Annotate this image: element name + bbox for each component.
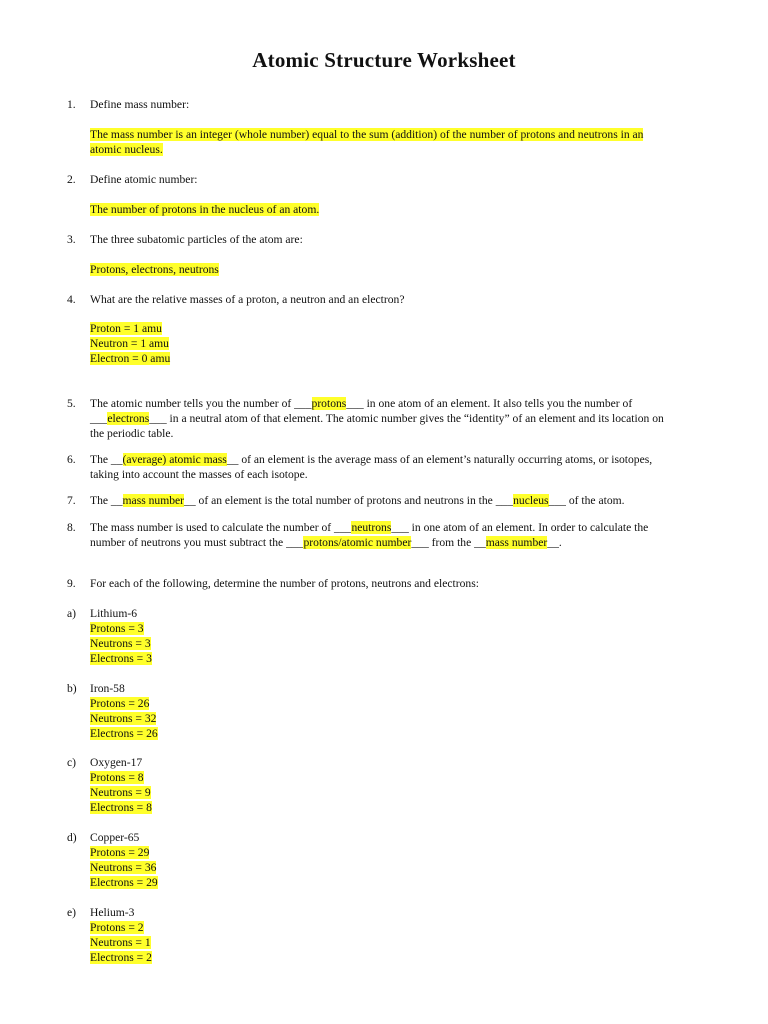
q9d-element: Copper-65 bbox=[90, 831, 140, 844]
q9c-neutrons: Neutrons = 9 bbox=[90, 786, 151, 799]
q4-number: 4. bbox=[67, 293, 76, 306]
q7-line: The __mass number__ of an element is the total number of protons and neutrons in the ___nucleus___ of the atom. bbox=[90, 494, 625, 507]
q1-answer-line1: The mass number is an integer (whole number) equal to the sum (addition) of the number of protons and neutrons in an bbox=[90, 128, 644, 141]
q9a-protons: Protons = 3 bbox=[90, 622, 144, 635]
q9d-protons: Protons = 29 bbox=[90, 846, 150, 859]
q4-electron-answer: Electron = 0 amu bbox=[90, 352, 171, 365]
q9c-electrons: Electrons = 8 bbox=[90, 801, 152, 814]
q9b-neutrons: Neutrons = 32 bbox=[90, 712, 157, 725]
q3-answer: Protons, electrons, neutrons bbox=[90, 263, 219, 276]
q6-line1: The __(average) atomic mass__ of an element is the average mass of an element’s naturally occurring atoms, or isotopes, bbox=[90, 453, 653, 466]
q1-answer-line2: atomic nucleus. bbox=[90, 143, 163, 156]
q9b-letter: b) bbox=[67, 682, 77, 695]
q6-line2: taking into account the masses of each isotope. bbox=[90, 468, 308, 481]
q9b-electrons: Electrons = 26 bbox=[90, 727, 158, 740]
q9b-protons: Protons = 26 bbox=[90, 697, 150, 710]
q9a-neutrons: Neutrons = 3 bbox=[90, 637, 151, 650]
q8-line1: The mass number is used to calculate the number of ___neutrons___ in one atom of an element. In order to calculate the bbox=[90, 521, 649, 534]
q3-question: The three subatomic particles of the atom are: bbox=[90, 233, 303, 246]
q5-fill-protons: protons bbox=[311, 397, 347, 410]
q7-fill-nucleus: nucleus bbox=[513, 494, 549, 507]
q9d-neutrons: Neutrons = 36 bbox=[90, 861, 157, 874]
q6-fill-atomic-mass: (average) atomic mass bbox=[122, 453, 227, 466]
q8-fill-protons-atomic-number: protons/atomic number bbox=[303, 536, 412, 549]
q5-line2: ___electrons___ in a neutral atom of that element. The atomic number gives the “identity” of an element and its location on bbox=[90, 412, 664, 425]
q9d-electrons: Electrons = 29 bbox=[90, 876, 158, 889]
q9e-electrons: Electrons = 2 bbox=[90, 951, 152, 964]
q5-line3: the periodic table. bbox=[90, 427, 174, 440]
q4-question: What are the relative masses of a proton, a neutron and an electron? bbox=[90, 293, 405, 306]
q2-number: 2. bbox=[67, 173, 76, 186]
q9c-letter: c) bbox=[67, 756, 77, 769]
worksheet-title: Atomic Structure Worksheet bbox=[252, 48, 516, 72]
q9e-protons: Protons = 2 bbox=[90, 921, 144, 934]
q9a-letter: a) bbox=[67, 607, 77, 620]
q9a-electrons: Electrons = 3 bbox=[90, 652, 152, 665]
q5-line1: The atomic number tells you the number of ___protons___ in one atom of an element. It also tells you the number of bbox=[90, 397, 633, 410]
q7-fill-mass-number: mass number bbox=[122, 494, 185, 507]
q8-number: 8. bbox=[67, 521, 76, 534]
q9d-letter: d) bbox=[67, 831, 77, 844]
q9c-element: Oxygen-17 bbox=[90, 756, 143, 769]
q9e-letter: e) bbox=[67, 906, 77, 919]
q1-number: 1. bbox=[67, 98, 76, 111]
q8-fill-neutrons: neutrons bbox=[351, 521, 392, 534]
q8-fill-mass-number: mass number bbox=[485, 536, 548, 549]
q9-question: For each of the following, determine the number of protons, neutrons and electrons: bbox=[90, 577, 479, 590]
q9a-element: Lithium-6 bbox=[90, 607, 138, 620]
q1-question: Define mass number: bbox=[90, 98, 190, 111]
q9b-element: Iron-58 bbox=[90, 682, 125, 695]
q8-line2: number of neutrons you must subtract the ___protons/atomic number___ from the __mass number__. bbox=[90, 536, 562, 549]
q3-number: 3. bbox=[67, 233, 76, 246]
q9e-element: Helium-3 bbox=[90, 906, 135, 919]
q4-neutron-answer: Neutron = 1 amu bbox=[90, 337, 169, 350]
q5-number: 5. bbox=[67, 397, 76, 410]
q2-question: Define atomic number: bbox=[90, 173, 198, 186]
q2-answer: The number of protons in the nucleus of an atom. bbox=[90, 203, 320, 216]
q9e-neutrons: Neutrons = 1 bbox=[90, 936, 151, 949]
q5-fill-electrons: electrons bbox=[107, 412, 150, 425]
q6-number: 6. bbox=[67, 453, 76, 466]
q9-number: 9. bbox=[67, 577, 76, 590]
q9c-protons: Protons = 8 bbox=[90, 771, 144, 784]
q4-proton-answer: Proton = 1 amu bbox=[90, 322, 162, 335]
q7-number: 7. bbox=[67, 494, 76, 507]
